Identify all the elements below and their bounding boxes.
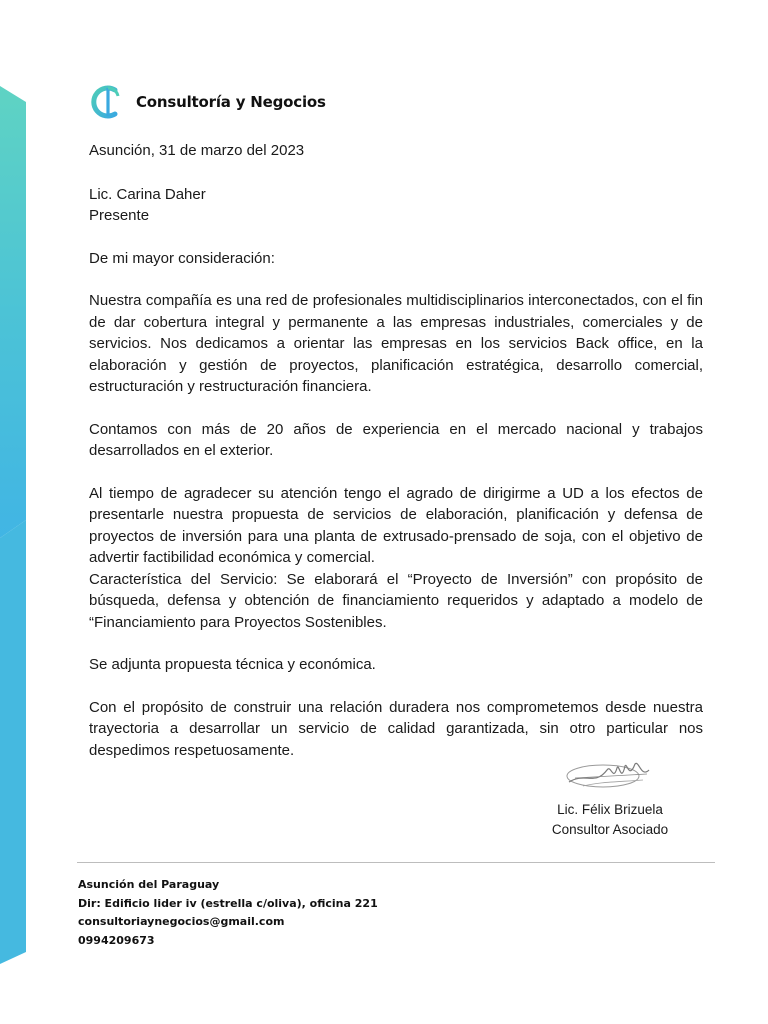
paragraph-experience: Contamos con más de 20 años de experiencia en el mercado nacional y trabajos desarrollados en el exterior. xyxy=(89,420,703,459)
handwritten-signature xyxy=(555,752,665,798)
recipient-tag: Presente xyxy=(89,207,150,224)
footer-divider xyxy=(77,862,715,863)
footer-phone: 0994209673 xyxy=(78,933,155,947)
signer-name: Lic. Félix Brizuela xyxy=(557,802,663,817)
paragraph-service: Característica del Servicio: Se elaborará el “Proyecto de Inversión” con propósito de búsqueda, defensa y obtención de financiamiento requeridos y adaptado a modelo de “Financiamiento para Proyectos Sostenibles. xyxy=(89,570,703,631)
decorative-side-band xyxy=(0,0,26,1024)
date-line: Asunción, 31 de marzo del 2023 xyxy=(89,142,305,159)
recipient-name: Lic. Carina Daher xyxy=(89,185,206,203)
footer-city: Asunción del Paraguay xyxy=(78,878,220,891)
c-letter-logo-icon xyxy=(88,82,124,122)
paragraph-attachment: Se adjunta propuesta técnica y económica. xyxy=(89,656,376,673)
footer-email: consultoriaynegocios@gmail.com xyxy=(78,915,285,928)
paragraph-proposal: Al tiempo de agradecer su atención tengo el agrado de dirigirme a UD a los efectos de presentarle nuestra propuesta de servicios de elaboración, planificación y defensa de proyectos de inversión para una planta de extrusado-prensado de soja, con el objetivo de advertir factibilidad económica y comercial. xyxy=(89,484,703,566)
footer-contact xyxy=(78,876,378,950)
brand-name: Consultoría y Negocios xyxy=(136,93,326,111)
paragraph-company: Nuestra compañía es una red de profesionales multidisciplinarios interconectados, con el fin de dar cobertura integral y permanente a las empresas industriales, comerciales y de servicios. Nos dedicamos a orientar las empresas en los servicios Back office, en la elaboración y gestión de proyectos, planificación estratégica, desarrollo comercial, estructuración y restructuración financiera. xyxy=(89,292,703,395)
signature-block xyxy=(530,752,690,840)
signer-title: Consultor Asociado xyxy=(551,822,669,837)
paragraph-closing: Con el propósito de construir una relación duradera nos comprometemos desde nuestra trayectoria a desarrollar un servicio de calidad garantizada, sin otro particular nos despedimos respetuosamente. xyxy=(89,698,703,759)
letter-body xyxy=(89,140,703,761)
footer-address: Dir: Edificio lider iv (estrella c/oliva), oficina 221 xyxy=(78,896,378,910)
salutation: De mi mayor consideración: xyxy=(89,249,275,267)
letterhead xyxy=(88,82,326,122)
